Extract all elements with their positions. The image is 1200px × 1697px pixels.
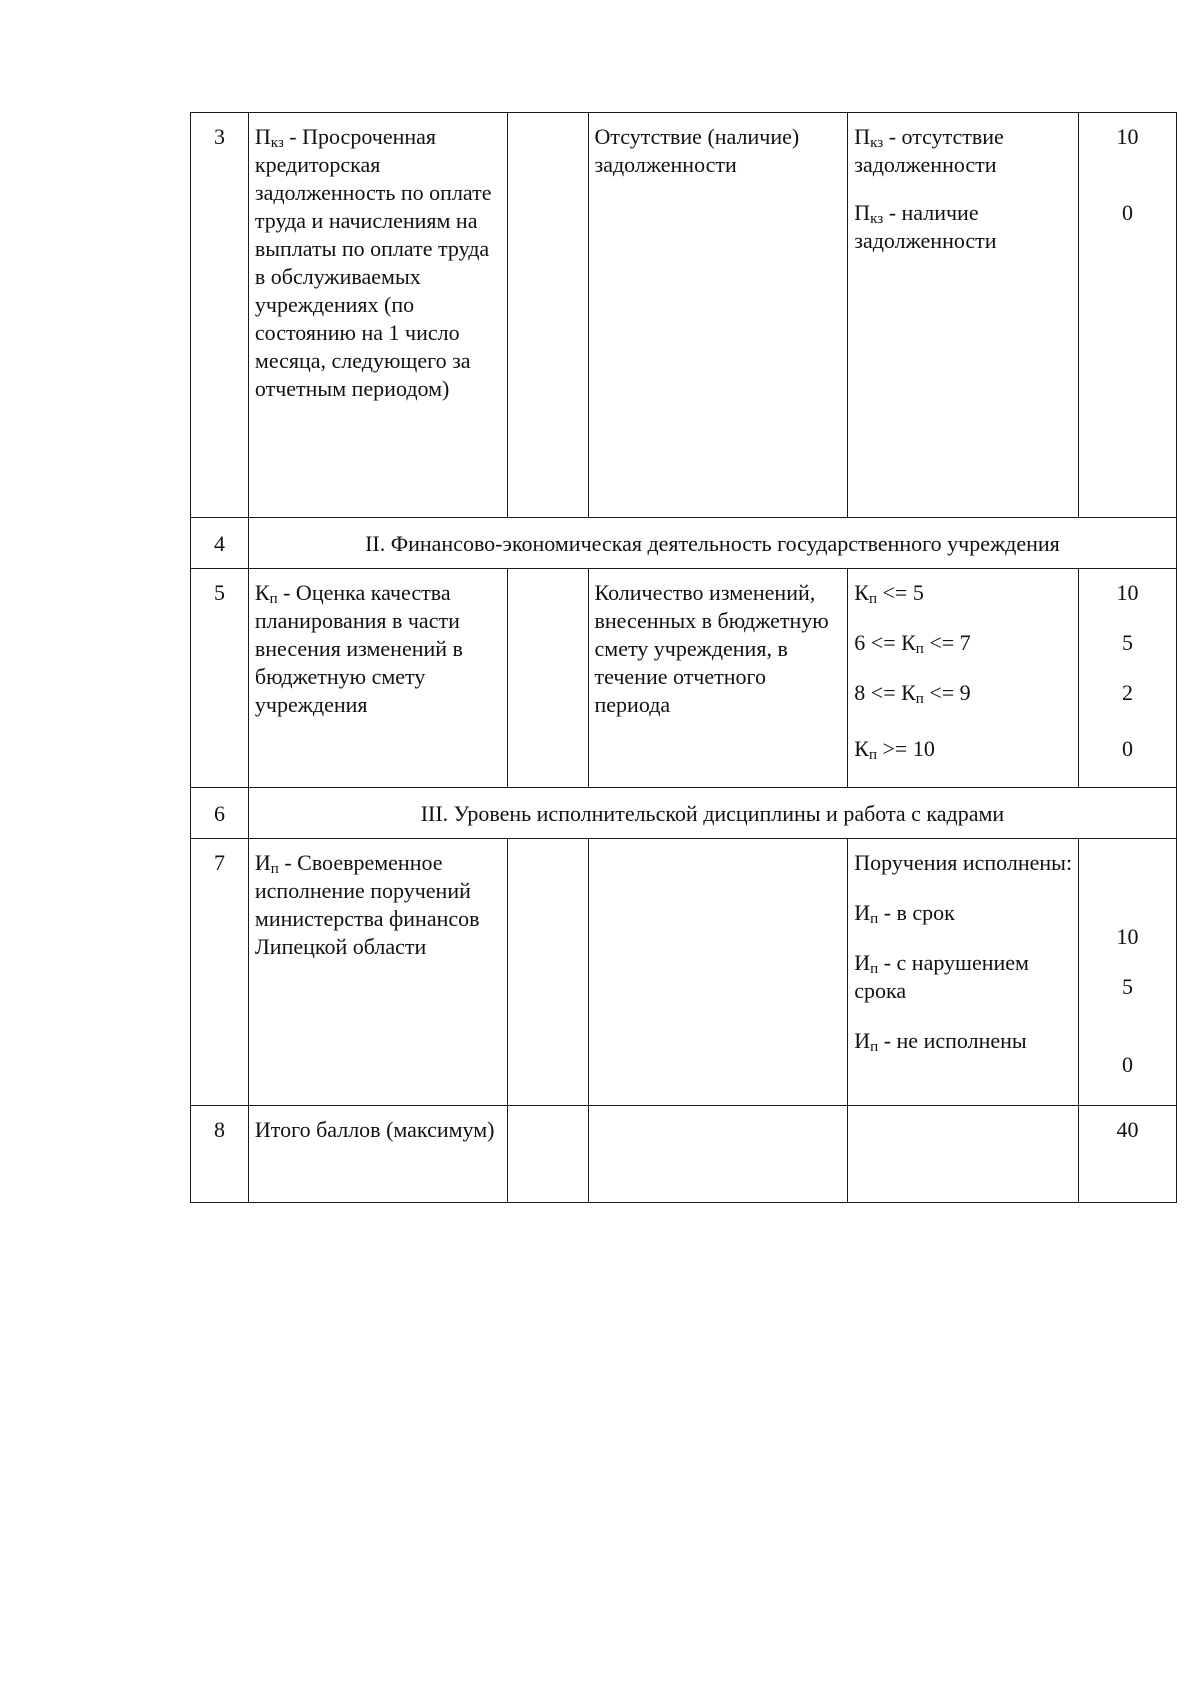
total-score: 40 [1079,1106,1177,1203]
condition-line: $К_п <= 5$ [854,580,924,607]
indicator-name: $К_п$ - Оценка качества планирования в части внесения изменений в бюджетную смету учреждения [248,569,507,788]
condition-line: $П_{кз}$ - отсутствие задолженности [854,124,1004,177]
table-row [191,569,1177,788]
row-number: 7 [191,839,249,1106]
score-value: 5 [1122,630,1134,655]
row-number: 5 [191,569,249,788]
conditions-header: Поручения исполнены: [854,850,1073,875]
score-value: 10 [1116,924,1139,949]
indicator-text: - Просроченная кредиторская задолженность по оплате труда и начислениям на выплаты по оплате труда в обслуживаемых учреждениях (по состоянию на 1 число месяца, следующего за отчетным периодом) [254,124,492,401]
score-value: 10 [1116,580,1139,605]
row-number: 6 [191,788,249,839]
score-value: 5 [1122,974,1134,999]
empty-cell [507,113,588,518]
table-row [191,1106,1177,1203]
condition-line: $И_п$ - с нарушением срока [854,950,1029,1003]
condition-line: $8 <= К_п <= 9$ [854,680,971,707]
section-heading: III. Уровень исполнительской дисциплины и работа с кадрами [248,788,1176,839]
score-value: 0 [1122,200,1134,225]
row-number: 3 [191,113,249,518]
conditions-cell [848,113,1079,518]
score-value: 10 [1116,124,1139,149]
indicator-subscript: кз [270,135,284,151]
indicator-description [588,839,848,1106]
empty-cell [507,839,588,1106]
table-row [191,113,1177,518]
indicator-name: Итого баллов (максимум) [248,1106,507,1203]
table-row [191,518,1177,569]
condition-line: $И_п$ - в срок [854,900,955,927]
indicator-name [248,113,507,518]
condition-line: $6 <= К_п <= 7$ [854,630,971,657]
section-heading: II. Финансово-экономическая деятельность государственного учреждения [248,518,1176,569]
conditions-cell [848,569,1079,788]
row-number: 8 [191,1106,249,1203]
score-value: 0 [1122,736,1134,761]
score-value: 2 [1122,680,1134,705]
empty-cell [588,1106,848,1203]
table-row [191,788,1177,839]
score-cell [1079,113,1177,518]
indicator-name: $И_п$ - Своевременное исполнение поручений министерства финансов Липецкой области [248,839,507,1106]
criteria-table [190,112,1177,1203]
score-value: 0 [1122,1052,1134,1077]
row-number: 4 [191,518,249,569]
score-cell [1079,569,1177,788]
condition-line: $К_п >= 10$ [854,736,935,763]
empty-cell [507,1106,588,1203]
empty-cell [848,1106,1079,1203]
score-cell [1079,839,1177,1106]
indicator-description: Отсутствие (наличие) задолженности [588,113,848,518]
indicator-symbol: П [254,124,271,149]
empty-cell [507,569,588,788]
condition-line: $И_п$ - не исполнены [854,1028,1027,1055]
condition-line: $П_{кз}$ - наличие задолженности [854,200,997,253]
indicator-description: Количество изменений, внесенных в бюджетную смету учреждения, в течение отчетного периода [588,569,848,788]
conditions-cell [848,839,1079,1106]
table-row [191,839,1177,1106]
